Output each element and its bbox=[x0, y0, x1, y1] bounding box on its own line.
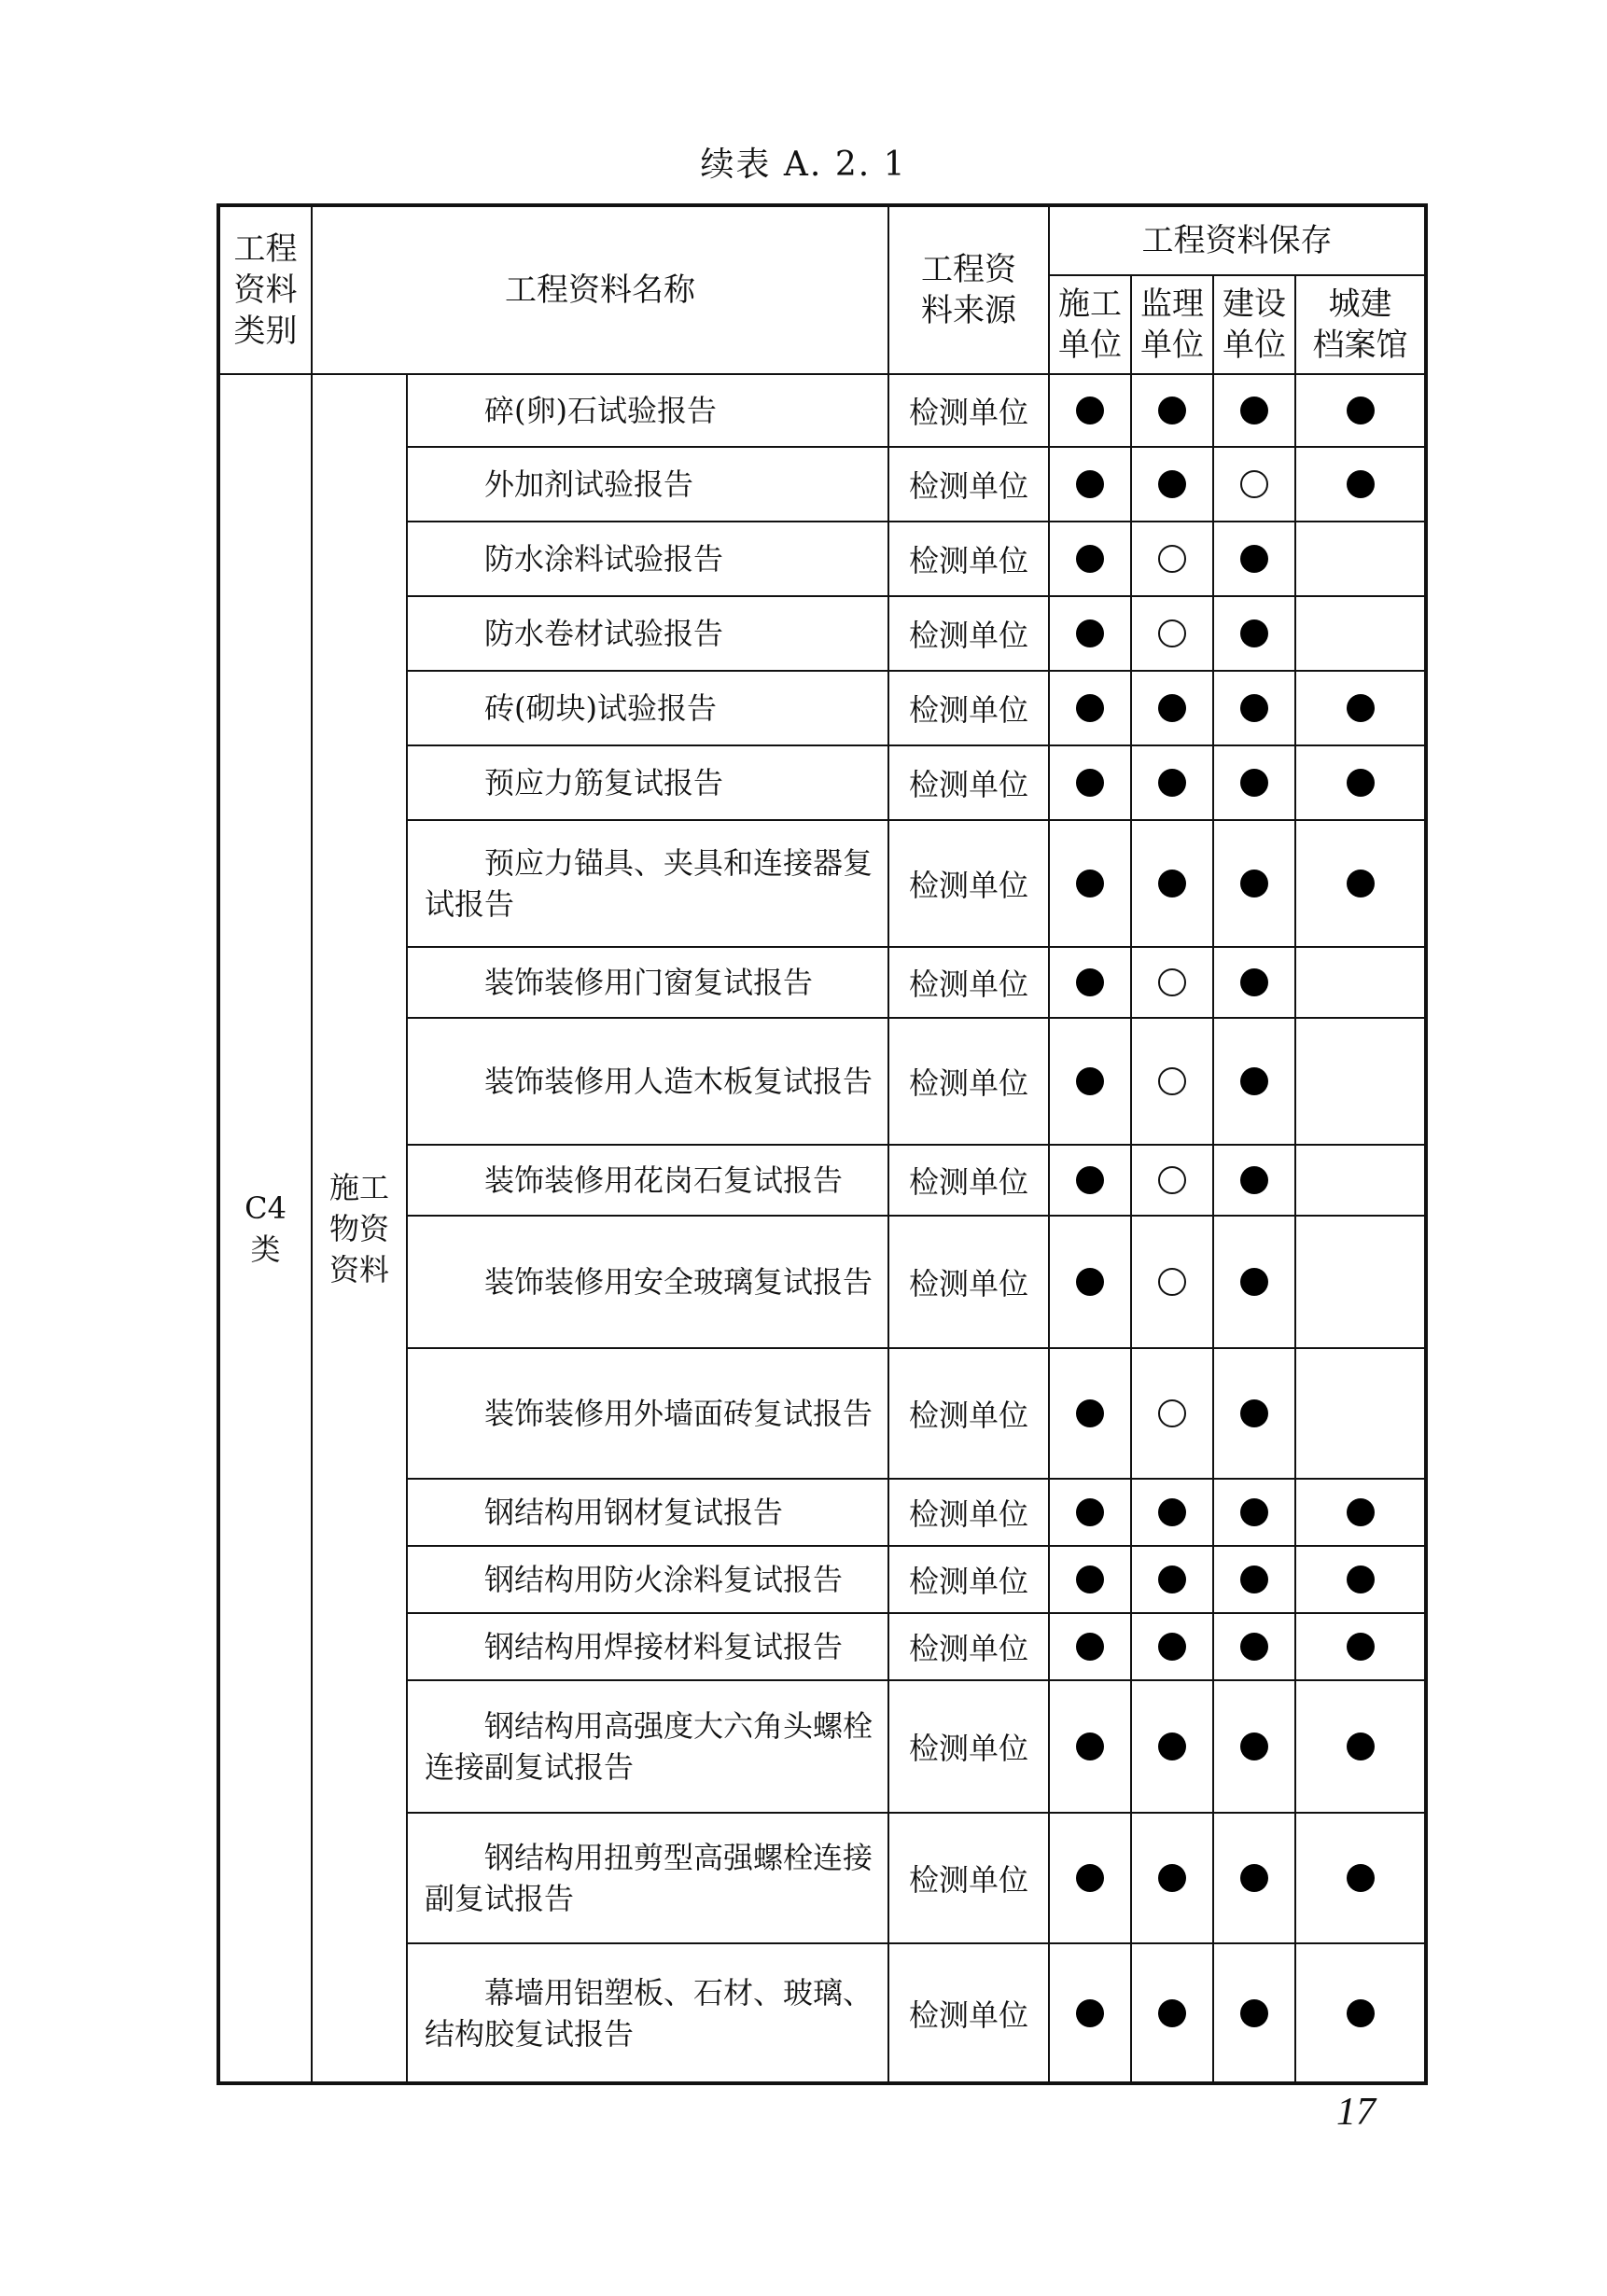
record-name: 装饰装修用安全玻璃复试报告 bbox=[484, 1264, 873, 1300]
keep-mark-cell bbox=[1213, 447, 1295, 522]
record-name-cell bbox=[407, 1613, 888, 1680]
record-name-cell bbox=[407, 1813, 888, 1943]
open-circle-icon bbox=[1240, 470, 1268, 498]
keep-mark-cell bbox=[1131, 596, 1213, 671]
keep-mark-cell bbox=[1049, 596, 1131, 671]
record-name-cell bbox=[407, 1216, 888, 1348]
keep-mark-cell bbox=[1131, 1680, 1213, 1813]
header-unit-text: 施工 单位 bbox=[1058, 285, 1122, 364]
record-name-cell bbox=[407, 671, 888, 745]
keep-mark-cell bbox=[1295, 447, 1426, 522]
filled-circle-icon bbox=[1240, 1498, 1268, 1526]
filled-circle-icon bbox=[1347, 870, 1375, 898]
header-name bbox=[312, 205, 888, 374]
keep-mark-cell bbox=[1213, 522, 1295, 596]
record-source: 检测单位 bbox=[888, 1018, 1049, 1145]
filled-circle-icon bbox=[1158, 694, 1186, 722]
filled-circle-icon bbox=[1240, 1732, 1268, 1760]
filled-circle-icon bbox=[1347, 1999, 1375, 2027]
open-circle-icon bbox=[1158, 1399, 1186, 1427]
keep-mark-cell bbox=[1295, 1680, 1426, 1813]
filled-circle-icon bbox=[1076, 1732, 1104, 1760]
keep-mark-cell bbox=[1131, 1813, 1213, 1943]
keep-mark-cell bbox=[1131, 522, 1213, 596]
keep-mark-cell bbox=[1049, 947, 1131, 1018]
keep-mark-cell bbox=[1213, 1216, 1295, 1348]
keep-mark-cell bbox=[1131, 1145, 1213, 1216]
filled-circle-icon bbox=[1240, 1864, 1268, 1892]
filled-circle-icon bbox=[1347, 1498, 1375, 1526]
keep-mark-cell bbox=[1049, 447, 1131, 522]
keep-mark-cell bbox=[1049, 1145, 1131, 1216]
record-source: 检测单位 bbox=[888, 820, 1049, 947]
filled-circle-icon bbox=[1076, 1067, 1104, 1095]
record-source: 检测单位 bbox=[888, 1680, 1049, 1813]
keep-mark-cell bbox=[1049, 1348, 1131, 1479]
records-table bbox=[217, 203, 1428, 2085]
filled-circle-icon bbox=[1240, 694, 1268, 722]
filled-circle-icon bbox=[1076, 1864, 1104, 1892]
header-category-text: 工程 资料 类别 bbox=[233, 230, 298, 350]
filled-circle-icon bbox=[1347, 694, 1375, 722]
record-source: 检测单位 bbox=[888, 1943, 1049, 2083]
keep-mark-cell bbox=[1213, 1145, 1295, 1216]
filled-circle-icon bbox=[1347, 1732, 1375, 1760]
filled-circle-icon bbox=[1240, 397, 1268, 424]
filled-circle-icon bbox=[1240, 870, 1268, 898]
record-source: 检测单位 bbox=[888, 374, 1049, 447]
record-source: 检测单位 bbox=[888, 596, 1049, 671]
keep-mark-cell bbox=[1131, 745, 1213, 820]
record-name-cell bbox=[407, 1145, 888, 1216]
record-name: 幕墙用铝塑板、石材、玻璃、结构胶复试报告 bbox=[425, 1974, 873, 2052]
filled-circle-icon bbox=[1076, 619, 1104, 647]
keep-mark-cell bbox=[1213, 374, 1295, 447]
record-name: 防水涂料试验报告 bbox=[484, 541, 724, 577]
filled-circle-icon bbox=[1076, 1498, 1104, 1526]
filled-circle-icon bbox=[1076, 1565, 1104, 1593]
keep-mark-cell bbox=[1295, 1613, 1426, 1680]
keep-mark-cell bbox=[1213, 671, 1295, 745]
record-name-cell bbox=[407, 1018, 888, 1145]
keep-mark-cell bbox=[1049, 745, 1131, 820]
table-body bbox=[218, 374, 1426, 2083]
keep-mark-cell bbox=[1295, 1546, 1426, 1613]
keep-mark-cell bbox=[1131, 947, 1213, 1018]
header-unit-text: 建设 单位 bbox=[1223, 285, 1286, 364]
record-name: 钢结构用高强度大六角头螺栓连接副复试报告 bbox=[425, 1708, 873, 1785]
keep-mark-cell bbox=[1131, 1943, 1213, 2083]
header-keep bbox=[1049, 205, 1426, 275]
keep-mark-cell bbox=[1295, 1216, 1426, 1348]
filled-circle-icon bbox=[1158, 1633, 1186, 1661]
record-source: 检测单位 bbox=[888, 447, 1049, 522]
filled-circle-icon bbox=[1076, 1633, 1104, 1661]
record-name-cell bbox=[407, 745, 888, 820]
record-name: 钢结构用防火涂料复试报告 bbox=[484, 1562, 844, 1597]
filled-circle-icon bbox=[1158, 1732, 1186, 1760]
keep-mark-cell bbox=[1131, 374, 1213, 447]
keep-mark-cell bbox=[1131, 1613, 1213, 1680]
filled-circle-icon bbox=[1240, 1399, 1268, 1427]
keep-mark-cell bbox=[1213, 1479, 1295, 1546]
keep-mark-cell bbox=[1295, 596, 1426, 671]
record-name: 钢结构用扭剪型高强螺栓连接副复试报告 bbox=[425, 1840, 873, 1916]
keep-mark-cell bbox=[1049, 820, 1131, 947]
keep-mark-cell bbox=[1295, 1479, 1426, 1546]
keep-mark-cell bbox=[1295, 1145, 1426, 1216]
record-name: 钢结构用钢材复试报告 bbox=[484, 1495, 784, 1530]
keep-mark-cell bbox=[1295, 1943, 1426, 2083]
filled-circle-icon bbox=[1158, 1999, 1186, 2027]
filled-circle-icon bbox=[1158, 470, 1186, 498]
keep-mark-cell bbox=[1131, 671, 1213, 745]
header-category bbox=[218, 205, 312, 374]
header-source bbox=[888, 205, 1049, 374]
filled-circle-icon bbox=[1347, 397, 1375, 424]
keep-mark-cell bbox=[1131, 1546, 1213, 1613]
filled-circle-icon bbox=[1240, 1067, 1268, 1095]
record-name-cell bbox=[407, 1943, 888, 2083]
keep-mark-cell bbox=[1213, 745, 1295, 820]
keep-mark-cell bbox=[1049, 671, 1131, 745]
filled-circle-icon bbox=[1076, 870, 1104, 898]
record-source: 检测单位 bbox=[888, 1348, 1049, 1479]
keep-mark-cell bbox=[1213, 1018, 1295, 1145]
filled-circle-icon bbox=[1158, 397, 1186, 424]
keep-mark-cell bbox=[1131, 1348, 1213, 1479]
record-name-cell bbox=[407, 1546, 888, 1613]
filled-circle-icon bbox=[1076, 1268, 1104, 1296]
header-unit-supervision bbox=[1131, 275, 1213, 374]
record-source: 检测单位 bbox=[888, 1145, 1049, 1216]
record-name: 装饰装修用门窗复试报告 bbox=[484, 965, 814, 1000]
record-source: 检测单位 bbox=[888, 1216, 1049, 1348]
filled-circle-icon bbox=[1076, 397, 1104, 424]
filled-circle-icon bbox=[1347, 769, 1375, 797]
filled-circle-icon bbox=[1076, 1399, 1104, 1427]
filled-circle-icon bbox=[1240, 968, 1268, 996]
keep-mark-cell bbox=[1131, 1479, 1213, 1546]
record-name: 装饰装修用人造木板复试报告 bbox=[484, 1064, 873, 1099]
category-cell bbox=[218, 374, 312, 2083]
record-name-cell bbox=[407, 596, 888, 671]
filled-circle-icon bbox=[1076, 968, 1104, 996]
keep-mark-cell bbox=[1049, 522, 1131, 596]
filled-circle-icon bbox=[1240, 619, 1268, 647]
header-unit-text: 城建 档案馆 bbox=[1312, 285, 1408, 364]
keep-mark-cell bbox=[1295, 820, 1426, 947]
keep-mark-cell bbox=[1295, 745, 1426, 820]
keep-mark-cell bbox=[1213, 1813, 1295, 1943]
record-name-cell bbox=[407, 522, 888, 596]
open-circle-icon bbox=[1158, 1166, 1186, 1194]
group-text: 施工 物资 资料 bbox=[328, 1169, 389, 1287]
filled-circle-icon bbox=[1347, 470, 1375, 498]
record-name-cell bbox=[407, 820, 888, 947]
keep-mark-cell bbox=[1213, 1943, 1295, 2083]
filled-circle-icon bbox=[1076, 1166, 1104, 1194]
keep-mark-cell bbox=[1049, 1943, 1131, 2083]
keep-mark-cell bbox=[1049, 1216, 1131, 1348]
keep-mark-cell bbox=[1049, 374, 1131, 447]
keep-mark-cell bbox=[1213, 1680, 1295, 1813]
keep-mark-cell bbox=[1295, 671, 1426, 745]
header-name-text: 工程资料名称 bbox=[505, 271, 695, 309]
record-name: 预应力锚具、夹具和连接器复试报告 bbox=[425, 845, 873, 922]
record-name: 外加剂试验报告 bbox=[484, 466, 694, 502]
record-source: 检测单位 bbox=[888, 671, 1049, 745]
keep-mark-cell bbox=[1131, 820, 1213, 947]
record-source: 检测单位 bbox=[888, 947, 1049, 1018]
header-unit-archive bbox=[1295, 275, 1426, 374]
keep-mark-cell bbox=[1131, 447, 1213, 522]
category-text: C4 类 bbox=[245, 1190, 286, 1267]
header-keep-text: 工程资料保存 bbox=[1141, 222, 1333, 259]
record-source: 检测单位 bbox=[888, 1546, 1049, 1613]
filled-circle-icon bbox=[1076, 694, 1104, 722]
filled-circle-icon bbox=[1240, 1268, 1268, 1296]
keep-mark-cell bbox=[1049, 1018, 1131, 1145]
keep-mark-cell bbox=[1049, 1813, 1131, 1943]
filled-circle-icon bbox=[1240, 1565, 1268, 1593]
record-name: 防水卷材试验报告 bbox=[484, 616, 724, 651]
keep-mark-cell bbox=[1131, 1018, 1213, 1145]
keep-mark-cell bbox=[1213, 596, 1295, 671]
keep-mark-cell bbox=[1213, 1613, 1295, 1680]
header-source-text: 工程资 料来源 bbox=[921, 251, 1016, 329]
record-name: 装饰装修用花岗石复试报告 bbox=[484, 1162, 844, 1198]
open-circle-icon bbox=[1158, 1268, 1186, 1296]
filled-circle-icon bbox=[1240, 1633, 1268, 1661]
header-unit-owner bbox=[1213, 275, 1295, 374]
filled-circle-icon bbox=[1240, 1166, 1268, 1194]
keep-mark-cell bbox=[1295, 947, 1426, 1018]
keep-mark-cell bbox=[1213, 947, 1295, 1018]
record-source: 检测单位 bbox=[888, 522, 1049, 596]
keep-mark-cell bbox=[1295, 1018, 1426, 1145]
filled-circle-icon bbox=[1076, 470, 1104, 498]
record-name-cell bbox=[407, 947, 888, 1018]
keep-mark-cell bbox=[1295, 1813, 1426, 1943]
filled-circle-icon bbox=[1240, 769, 1268, 797]
filled-circle-icon bbox=[1076, 1999, 1104, 2027]
keep-mark-cell bbox=[1049, 1680, 1131, 1813]
filled-circle-icon bbox=[1158, 769, 1186, 797]
group-cell bbox=[312, 374, 407, 2083]
filled-circle-icon bbox=[1076, 545, 1104, 573]
keep-mark-cell bbox=[1213, 820, 1295, 947]
keep-mark-cell bbox=[1295, 522, 1426, 596]
keep-mark-cell bbox=[1295, 374, 1426, 447]
keep-mark-cell bbox=[1049, 1613, 1131, 1680]
record-name-cell bbox=[407, 374, 888, 447]
open-circle-icon bbox=[1158, 545, 1186, 573]
keep-mark-cell bbox=[1049, 1546, 1131, 1613]
keep-mark-cell bbox=[1295, 1348, 1426, 1479]
open-circle-icon bbox=[1158, 1067, 1186, 1095]
record-name: 装饰装修用外墙面砖复试报告 bbox=[484, 1396, 873, 1431]
keep-mark-cell bbox=[1213, 1546, 1295, 1613]
keep-mark-cell bbox=[1049, 1479, 1131, 1546]
record-name: 预应力筋复试报告 bbox=[484, 765, 724, 800]
filled-circle-icon bbox=[1158, 1498, 1186, 1526]
record-name-cell bbox=[407, 1348, 888, 1479]
record-name: 钢结构用焊接材料复试报告 bbox=[484, 1629, 844, 1664]
record-source: 检测单位 bbox=[888, 1813, 1049, 1943]
header-unit-text: 监理 单位 bbox=[1140, 285, 1204, 364]
filled-circle-icon bbox=[1347, 1565, 1375, 1593]
open-circle-icon bbox=[1158, 968, 1186, 996]
record-name-cell bbox=[407, 1680, 888, 1813]
record-source: 检测单位 bbox=[888, 745, 1049, 820]
record-name-cell bbox=[407, 1479, 888, 1546]
table-caption: 续表 A. 2. 1 bbox=[700, 146, 907, 184]
record-source: 检测单位 bbox=[888, 1613, 1049, 1680]
filled-circle-icon bbox=[1347, 1864, 1375, 1892]
filled-circle-icon bbox=[1158, 1565, 1186, 1593]
record-source: 检测单位 bbox=[888, 1479, 1049, 1546]
record-name: 砖(砌块)试验报告 bbox=[484, 690, 717, 726]
filled-circle-icon bbox=[1347, 1633, 1375, 1661]
table-row bbox=[218, 374, 1426, 447]
keep-mark-cell bbox=[1213, 1348, 1295, 1479]
filled-circle-icon bbox=[1158, 1864, 1186, 1892]
header-unit-construction bbox=[1049, 275, 1131, 374]
keep-mark-cell bbox=[1131, 1216, 1213, 1348]
filled-circle-icon bbox=[1076, 769, 1104, 797]
open-circle-icon bbox=[1158, 619, 1186, 647]
filled-circle-icon bbox=[1158, 870, 1186, 898]
page-number: 17 bbox=[1336, 2091, 1376, 2134]
record-name: 碎(卵)石试验报告 bbox=[484, 393, 717, 428]
filled-circle-icon bbox=[1240, 1999, 1268, 2027]
filled-circle-icon bbox=[1240, 545, 1268, 573]
record-name-cell bbox=[407, 447, 888, 522]
